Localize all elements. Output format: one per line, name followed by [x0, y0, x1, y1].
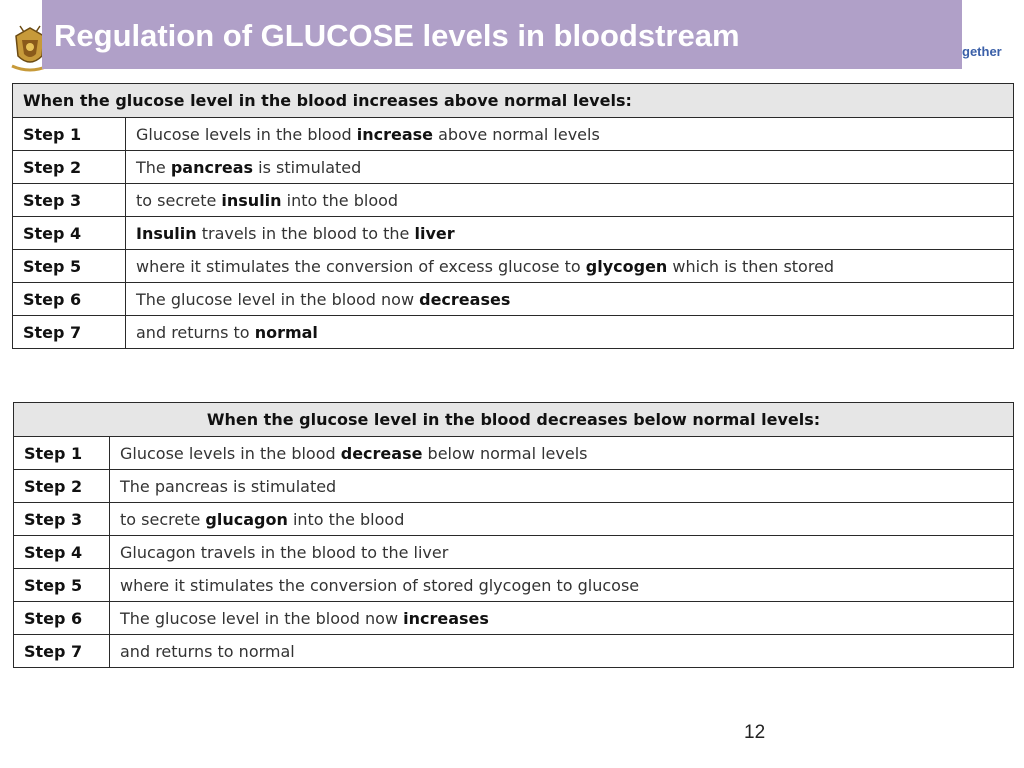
page-number: 12 — [744, 722, 766, 743]
table-row — [14, 536, 1014, 569]
key-term: glucagon — [205, 509, 288, 529]
step-description — [126, 151, 1014, 184]
table-row — [13, 217, 1014, 250]
tagline: gether — [962, 44, 1002, 59]
text-segment: The glucose level in the blood now — [120, 608, 404, 628]
text-segment: Glucagon travels in the blood to the liver — [120, 542, 449, 562]
step-description — [110, 569, 1014, 602]
step-label: Step 5 — [14, 569, 110, 602]
text-segment: into the blood — [287, 509, 405, 529]
table-header-row — [14, 403, 1014, 437]
step-label: Step 2 — [14, 470, 110, 503]
step-label: Step 3 — [13, 184, 126, 217]
table-row — [14, 569, 1014, 602]
decrease-steps-table — [13, 402, 1014, 668]
title-bar — [42, 0, 962, 69]
table-row — [13, 151, 1014, 184]
key-term: liver — [414, 223, 455, 243]
step-label: Step 2 — [13, 151, 126, 184]
table-header: When the glucose level in the blood increases above normal levels: — [13, 84, 1014, 118]
key-term: decrease — [340, 443, 423, 463]
key-term: pancreas — [170, 157, 254, 177]
step-label: Step 7 — [13, 316, 126, 349]
step-description — [126, 250, 1014, 283]
step-label: Step 4 — [14, 536, 110, 569]
text-segment: to secrete — [136, 190, 222, 210]
table-row — [13, 250, 1014, 283]
slide-title: Regulation of GLUCOSE levels in bloodstream — [54, 18, 740, 53]
text-segment: The — [136, 157, 171, 177]
step-label: Step 7 — [14, 635, 110, 668]
step-description — [110, 503, 1014, 536]
text-segment: The glucose level in the blood now — [136, 289, 420, 309]
table-row — [14, 470, 1014, 503]
key-term: normal — [254, 322, 318, 342]
table-row — [14, 437, 1014, 470]
key-term: increase — [356, 124, 434, 144]
text-segment: travels in the blood to the — [196, 223, 415, 243]
text-segment: Glucose levels in the blood — [136, 124, 357, 144]
step-label: Step 3 — [14, 503, 110, 536]
text-segment: into the blood — [281, 190, 399, 210]
text-segment: below normal levels — [422, 443, 588, 463]
table-header: When the glucose level in the blood decreases below normal levels: — [14, 403, 1014, 437]
step-label: Step 5 — [13, 250, 126, 283]
increase-steps-table — [12, 83, 1014, 349]
step-label: Step 6 — [13, 283, 126, 316]
table-row — [14, 503, 1014, 536]
step-label: Step 6 — [14, 602, 110, 635]
text-segment: where it stimulates the conversion of excess glucose to — [136, 256, 586, 276]
key-term: glycogen — [585, 256, 668, 276]
step-description — [110, 437, 1014, 470]
key-term: insulin — [221, 190, 282, 210]
step-description — [126, 184, 1014, 217]
step-description — [126, 217, 1014, 250]
step-description — [126, 118, 1014, 151]
step-description — [126, 283, 1014, 316]
text-segment: to secrete — [120, 509, 206, 529]
table-row — [14, 635, 1014, 668]
step-description — [110, 470, 1014, 503]
step-label: Step 4 — [13, 217, 126, 250]
table-row — [14, 602, 1014, 635]
step-label: Step 1 — [13, 118, 126, 151]
table-row — [13, 184, 1014, 217]
text-segment: and returns to normal — [120, 641, 295, 661]
step-description — [110, 536, 1014, 569]
text-segment: is stimulated — [253, 157, 362, 177]
table-row — [13, 283, 1014, 316]
table-row — [13, 118, 1014, 151]
step-label: Step 1 — [14, 437, 110, 470]
text-segment: and returns to — [136, 322, 255, 342]
key-term: Insulin — [136, 223, 197, 243]
step-description — [110, 635, 1014, 668]
table-header-row — [13, 84, 1014, 118]
text-segment: where it stimulates the conversion of stored glycogen to glucose — [120, 575, 640, 595]
table-row — [13, 316, 1014, 349]
step-description — [126, 316, 1014, 349]
text-segment: above normal levels — [433, 124, 600, 144]
text-segment: The pancreas is stimulated — [120, 476, 337, 496]
key-term: decreases — [419, 289, 511, 309]
text-segment: Glucose levels in the blood — [120, 443, 341, 463]
key-term: increases — [403, 608, 489, 628]
text-segment: which is then stored — [667, 256, 835, 276]
step-description — [110, 602, 1014, 635]
